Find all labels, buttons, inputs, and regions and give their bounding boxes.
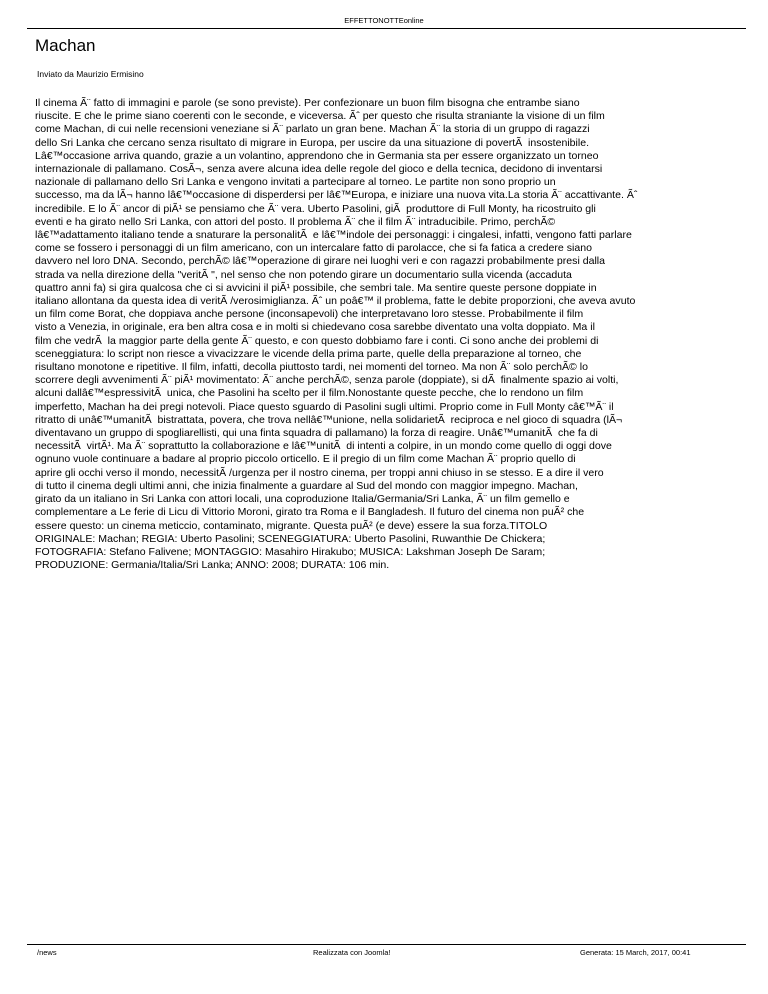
article-line: Il cinema Ã¨ fatto di immagini e parole (se sono previste). Per confezionare un buon film bisogna che entrambe siano — [35, 97, 580, 109]
article-line: un film come Borat, che doppiava anche persone (inconsapevoli) che interpretavano loro stesse. Probabilmente il film — [35, 308, 584, 321]
article-line: Lâ€™occasione arriva quando, grazie a un volantino, apprendono che in Germania sta per essere organizzato un torneo — [35, 149, 599, 162]
article-line: eventi e ha girato nello Sri Lanka, con attori del posto. Il problema Ã¨ che il film Ã¨ intraducibile. Primo, perchÃ© — [35, 215, 556, 228]
article-line: ognuno vuole continuare a badare al proprio piccolo orticello. E il pregio di un film come Machan Ã¨ proprio quello di — [35, 453, 576, 466]
article-line: aprire gli occhi verso il mondo, necessitÃ /urgenza per il nostro cinema, per troppi anni chiuso in se stesso. E a dire il vero — [35, 466, 604, 479]
article-line: dello Sri Lanka che cercano senza risultato di migrare in Europa, per uscire da una situazione di povertÃ insostenibile. — [35, 136, 590, 149]
article-line: PRODUZIONE: Germania/Italia/Sri Lanka; ANNO: 2008; DURATA: 106 min. — [35, 559, 390, 572]
article-line: necessitÃ virtÃ¹. Ma Ã¨ soprattutto la collaborazione e lâ€™unitÃ di intenti a colpire, in un mondo come quello di oggi dove — [35, 440, 612, 453]
article-title: Machan — [35, 36, 96, 55]
article-line: sceneggiatura: lo script non riesce a vivacizzare le vicende della prima parte, quelle della preparazione al torneo, che — [35, 347, 582, 360]
footer-path: /news — [37, 948, 57, 957]
article-line: di tutto il cinema degli ultimi anni, che inizia finalmente a guardare al Sud del mondo con maggior impegno. Machan, — [35, 479, 578, 492]
article-line: diventavano un gruppo di spogliarellisti, qui una finta squadra di pallamano) la forza di reagire. Unâ€™umanitÃ che fa di — [35, 427, 598, 440]
footer-generated: Generata: 15 March, 2017, 00:41 — [580, 948, 691, 957]
article-line: come Machan, di cui nelle recensioni veneziane si Ã¨ parlato un gran bene. Machan Ã¨ la storia di un gruppo di ragazzi — [35, 123, 590, 136]
article-line: ORIGINALE: Machan; REGIA: Uberto Pasolini; SCENEGGIATURA: Uberto Pasolini, Ruwanthie De Chickera; — [35, 532, 546, 545]
article-line: risultano monotone e ripetitive. Il film, infatti, decolla piuttosto tardi, nei momenti del torneo. Ma non Ã¨ solo perchÃ© lo — [35, 361, 588, 374]
article-line: essere questo: un cinema meticcio, contaminato, migrante. Questa puÃ² (e deve) essere la sua forza.TITOLO — [35, 519, 548, 532]
article-line: davvero nel loro DNA. Secondo, perchÃ© lâ€™operazione di girare nei luoghi veri e con ragazzi probabilmente presi dalla — [35, 255, 606, 268]
article-line: scorrere degli avvenimenti Ã¨ piÃ¹ movimentato: Ã¨ anche perchÃ©, senza parole (doppiate), si dÃ finalmente spazio ai volti, — [35, 374, 619, 387]
article-line: alcuni dallâ€™espressivitÃ unica, che Pasolini ha scelto per il film.Nonostante queste pecche, che lo rendono un film — [35, 387, 584, 400]
article-line: riuscite. E che le prime siano coerenti con le seconde, e viceversa. Ãˆ per questo che risulta straniante la visione di un film — [35, 110, 605, 123]
article-line: FOTOGRAFIA: Stefano Falivene; MONTAGGIO: Masahiro Hirakubo; MUSICA: Lakshman Joseph De Saram; — [35, 545, 546, 558]
footer-credit: Realizzata con Joomla! — [313, 948, 391, 957]
article-line: film che vedrÃ la maggior parte della gente Ã¨ questo, e con questo dobbiamo fare i conti. Ci sono anche dei problemi di — [35, 334, 599, 347]
article-line: nazionale di pallamano dello Sri Lanka e vengono invitati a partecipare al torneo. Le partite non sono proprio un — [35, 176, 556, 189]
article-line: internazionale di pallamano. CosÃ¬, senza avere alcuna idea delle regole del gioco e della tecnica, decidono di inventarsi — [35, 163, 603, 176]
article-line: lâ€™adattamento italiano tende a snaturare la personalitÃ e lâ€™indole dei personaggi: i cingalesi, infatti, vengono fatti parlare — [35, 229, 632, 242]
footer-divider — [27, 944, 746, 945]
article-line: complementare a Le ferie di Licu di Vittorio Moroni, girato tra Roma e il Bangladesh. Il futuro del cinema non puÃ² che — [35, 506, 585, 519]
article-line: come se fossero i personaggi di un film americano, con un intercalare fatto di parolacce, che si fa fatica a credere siano — [35, 242, 592, 255]
site-header: EFFETTONOTTEonline — [344, 16, 424, 25]
article-body — [35, 97, 768, 597]
article-line: strada va nella direzione della "veritÃ ", nel senso che non potendo girare un documentario sulla vicenda (accaduta — [35, 268, 572, 281]
article-line: ritratto di unâ€™umanitÃ bistrattata, povera, che trova nellâ€™unione, nella solidarietÃ reciproca e nel gioco di squadra (lÃ¬ — [35, 413, 623, 426]
article-line: successo, ma da lÃ¬ hanno lâ€™occasione di disperdersi per lâ€™Europa, e iniziare una nuova vita.La storia Ã¨ accattivante. Ãˆ — [35, 189, 638, 202]
article-line: girato da un italiano in Sri Lanka con attori locali, una coproduzione Italia/Germania/Sri Lanka, Ã¨ un film gemello e — [35, 493, 570, 506]
article-line: visto a Venezia, in originale, era ben altra cosa e in molti si chiedevano cosa sarebbe diventato una volta doppiato. Ma il — [35, 321, 595, 334]
article-line: incredibile. E lo Ã¨ ancor di piÃ¹ se pensiamo che Ã¨ vera. Uberto Pasolini, giÃ produttore di Full Monty, ha ricostruito gli — [35, 202, 596, 215]
article-line: italiano allontana da questa idea di veritÃ /verosimiglianza. Ãˆ un poâ€™ il problema, fatte le debite proporzioni, che aveva avuto — [35, 295, 636, 308]
article-byline: Inviato da Maurizio Ermisino — [37, 69, 144, 79]
header-divider — [27, 28, 746, 29]
article-line: imperfetto, Machan ha dei pregi notevoli. Piace questo sguardo di Pasolini sugli ultimi. Proprio come in Full Monty câ€™Ã¨ il — [35, 400, 614, 413]
article-line: quattro anni fa) si gira qualcosa che ci si avvicini il piÃ¹ possibile, che sembri tale. Ma sentire queste persone doppiate in — [35, 281, 597, 294]
